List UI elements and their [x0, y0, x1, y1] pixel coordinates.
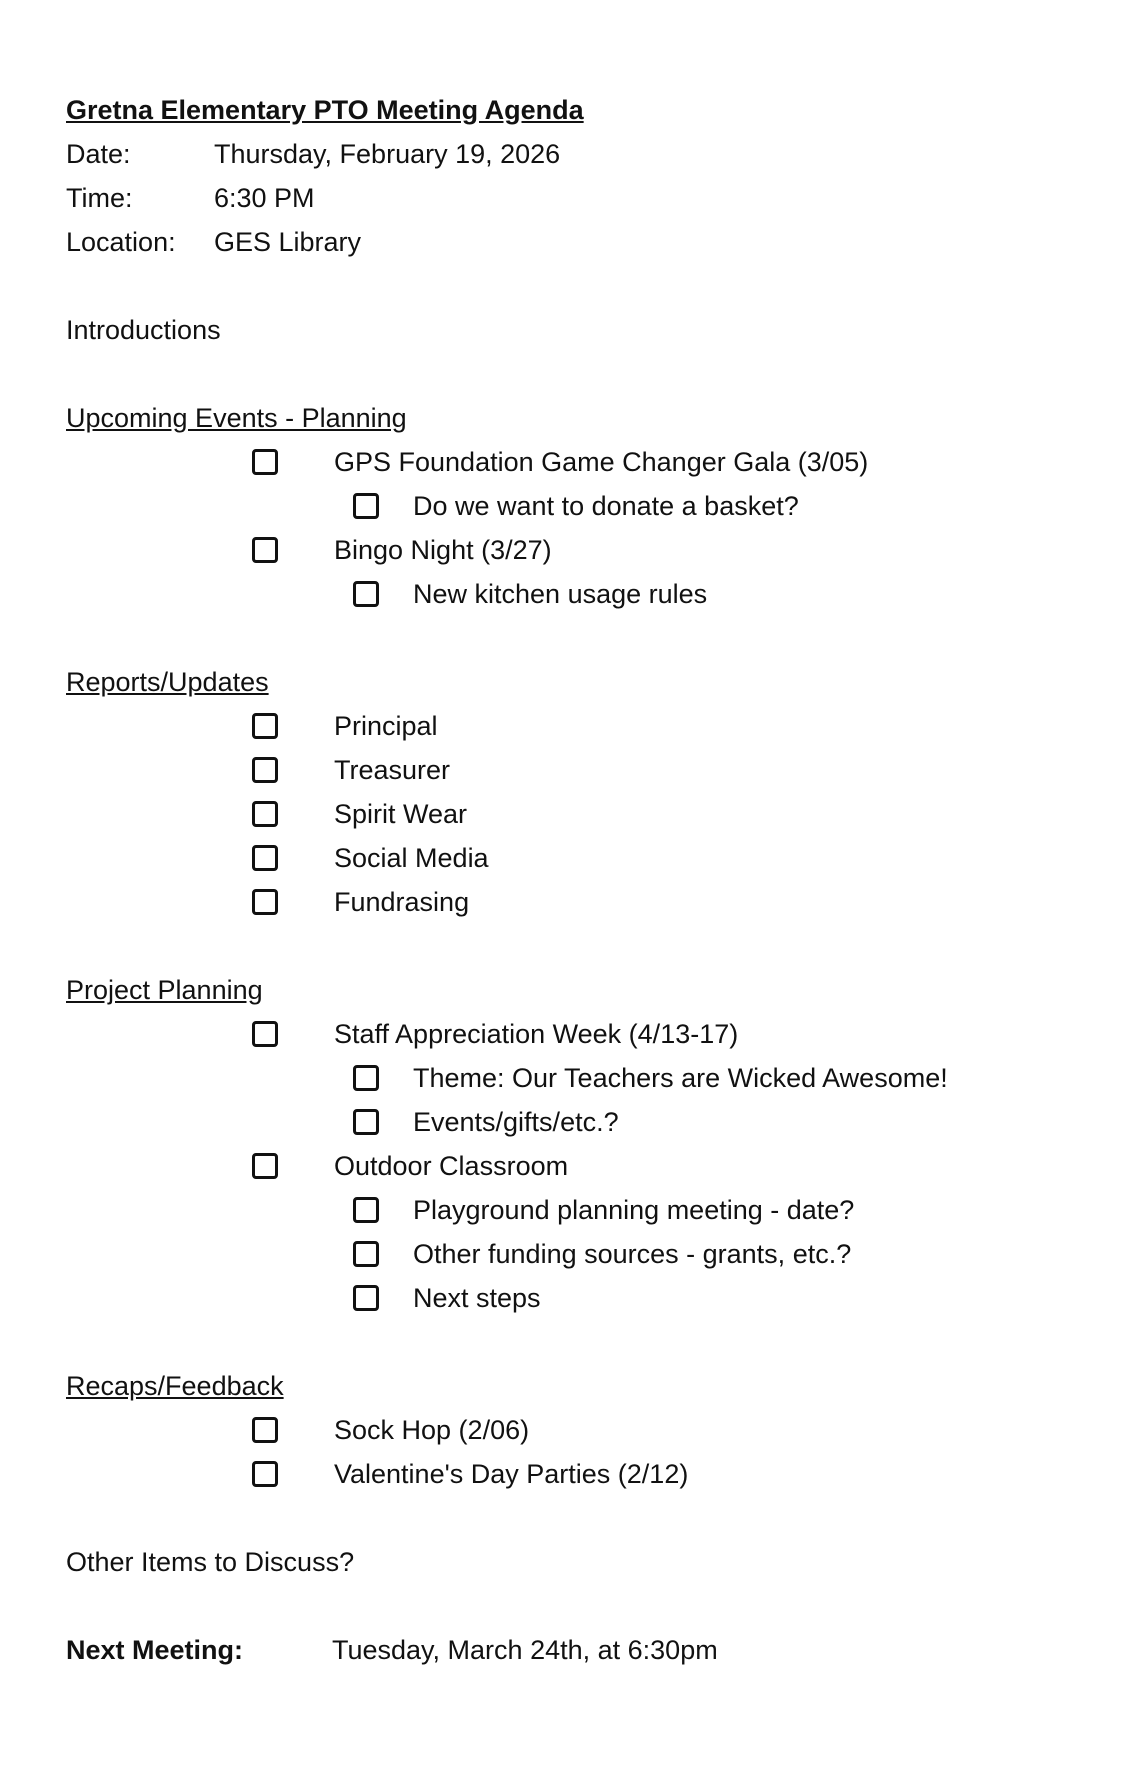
- agenda-title: Gretna Elementary PTO Meeting Agenda: [66, 95, 584, 125]
- checkbox[interactable]: [252, 537, 278, 563]
- agenda-subitem-label: Playground planning meeting - date?: [413, 1195, 855, 1225]
- agenda-subitem-label: Other funding sources - grants, etc.?: [413, 1239, 852, 1269]
- agenda-subitem-label: Do we want to donate a basket?: [413, 491, 799, 521]
- agenda-item-label: Sock Hop (2/06): [334, 1415, 530, 1445]
- next-meeting-label: Next Meeting:: [66, 1635, 244, 1665]
- meta-value: GES Library: [214, 227, 362, 257]
- agenda-item: [66, 1408, 1086, 1452]
- checkbox[interactable]: [353, 1197, 379, 1223]
- checkbox[interactable]: [252, 713, 278, 739]
- checkbox[interactable]: [252, 801, 278, 827]
- agenda-item: [66, 880, 1086, 924]
- checkbox[interactable]: [353, 1109, 379, 1135]
- meta-value: 6:30 PM: [214, 183, 315, 213]
- checkbox[interactable]: [252, 1153, 278, 1179]
- meta-label: Date:: [66, 139, 131, 169]
- checkbox[interactable]: [353, 493, 379, 519]
- checkbox[interactable]: [353, 1065, 379, 1091]
- checkbox[interactable]: [252, 1021, 278, 1047]
- checkbox[interactable]: [353, 1285, 379, 1311]
- agenda-subitem: [66, 1276, 1086, 1320]
- meta-row-date: [66, 132, 1086, 176]
- agenda-item: [66, 836, 1086, 880]
- checkbox[interactable]: [252, 449, 278, 475]
- agenda-item: [66, 440, 1086, 484]
- checkbox[interactable]: [353, 1241, 379, 1267]
- agenda-item-label: Treasurer: [334, 755, 451, 785]
- checkbox[interactable]: [252, 889, 278, 915]
- agenda-subitem: [66, 1188, 1086, 1232]
- introductions: Introductions: [66, 315, 221, 345]
- agenda-item: [66, 1012, 1086, 1056]
- meta-row-time: [66, 176, 1086, 220]
- agenda-subitem: [66, 1100, 1086, 1144]
- agenda-item-label: Bingo Night (3/27): [334, 535, 552, 565]
- agenda-subitem-label: New kitchen usage rules: [413, 579, 708, 609]
- meta-value: Thursday, February 19, 2026: [214, 139, 561, 169]
- agenda-document: [66, 88, 1086, 1672]
- agenda-subitem: [66, 1056, 1086, 1100]
- next-meeting: [66, 1628, 1086, 1672]
- checkbox[interactable]: [252, 1417, 278, 1443]
- agenda-item: [66, 704, 1086, 748]
- agenda-item-label: Staff Appreciation Week (4/13-17): [334, 1019, 739, 1049]
- agenda-subitem-label: Events/gifts/etc.?: [413, 1107, 619, 1137]
- agenda-item: [66, 748, 1086, 792]
- agenda-item: [66, 792, 1086, 836]
- agenda-subitem: [66, 1232, 1086, 1276]
- agenda-subitem: [66, 572, 1086, 616]
- agenda-item-label: Principal: [334, 711, 438, 741]
- meta-row-location: [66, 220, 1086, 264]
- agenda-subitem-label: Theme: Our Teachers are Wicked Awesome!: [413, 1063, 948, 1093]
- agenda-item: [66, 1452, 1086, 1496]
- agenda-item: [66, 1144, 1086, 1188]
- agenda-item: [66, 528, 1086, 572]
- section-heading-project-planning: Project Planning: [66, 975, 263, 1005]
- meta-label: Location:: [66, 227, 176, 257]
- agenda-item-label: Outdoor Classroom: [334, 1151, 569, 1181]
- agenda-item-label: Valentine's Day Parties (2/12): [334, 1459, 689, 1489]
- section-heading-upcoming-events: Upcoming Events - Planning: [66, 403, 407, 433]
- checkbox[interactable]: [252, 1461, 278, 1487]
- agenda-item-label: Social Media: [334, 843, 489, 873]
- agenda-item-label: Fundrasing: [334, 887, 470, 917]
- agenda-item-label: GPS Foundation Game Changer Gala (3/05): [334, 447, 869, 477]
- other-items: Other Items to Discuss?: [66, 1547, 355, 1577]
- agenda-subitem: [66, 484, 1086, 528]
- next-meeting-value: Tuesday, March 24th, at 6:30pm: [332, 1635, 718, 1665]
- section-heading-reports-updates: Reports/Updates: [66, 667, 269, 697]
- checkbox[interactable]: [252, 845, 278, 871]
- checkbox[interactable]: [353, 581, 379, 607]
- agenda-subitem-label: Next steps: [413, 1283, 541, 1313]
- checkbox[interactable]: [252, 757, 278, 783]
- agenda-item-label: Spirit Wear: [334, 799, 468, 829]
- section-heading-recaps-feedback: Recaps/Feedback: [66, 1371, 284, 1401]
- meta-label: Time:: [66, 183, 133, 213]
